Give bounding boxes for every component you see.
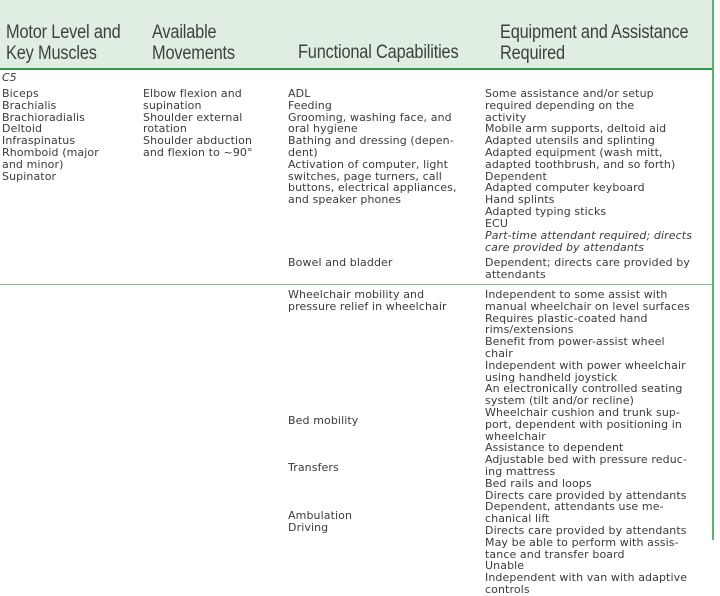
muscle-item: Biceps	[2, 87, 39, 100]
equipment-item: Adapted computer keyboard	[485, 181, 645, 195]
movement-item: Shoulder abduction	[143, 134, 253, 148]
equipment-item: Directs care provided by attendants	[485, 523, 687, 537]
header-functional-capabilities: Functional Capabilities	[298, 42, 459, 63]
key-muscles-list	[2, 88, 99, 182]
equipment-item: Adjustable bed with pressure reduc-	[485, 453, 688, 467]
functional-item: dent)	[288, 145, 318, 159]
equipment-item: Requires plastic-coated hand	[485, 311, 648, 325]
equipment-item: Independent to some assist with	[485, 288, 668, 301]
equipment-item: port, dependent with positioning in	[485, 417, 682, 431]
equipment-item: ECU	[485, 216, 508, 230]
equipment-item: Adapted utensils and splinting	[485, 134, 656, 148]
equipment-bowel-bladder	[485, 257, 690, 281]
equipment-item: Dependent	[485, 169, 547, 183]
equipment-item: An electronically controlled seating	[485, 382, 683, 396]
equipment-item: rims/extensions	[485, 323, 574, 337]
functional-item: Ambulation	[288, 509, 353, 522]
functional-item: Feeding	[288, 98, 332, 112]
row-divider	[0, 284, 712, 285]
muscle-item: Deltoid	[2, 122, 43, 136]
movement-item: rotation	[143, 122, 187, 136]
functional-group	[288, 415, 358, 427]
functional-capabilities-list	[288, 88, 457, 206]
functional-group	[288, 289, 447, 313]
equipment-item: Dependent; directs care provided by	[485, 256, 690, 269]
functional-item: Bowel and bladder	[288, 256, 393, 269]
header-available-movements: Available Movements	[152, 22, 235, 64]
equipment-item: chair	[485, 346, 513, 360]
equipment-item: Part-time attendant required; directs	[485, 229, 693, 242]
equipment-item: Unable	[485, 559, 525, 573]
functional-group	[288, 462, 339, 474]
equipment-item: activity	[485, 110, 527, 124]
equipment-item: attendants	[485, 267, 546, 281]
functional-group	[288, 510, 352, 534]
equipment-item: manual wheelchair on level surfaces	[485, 299, 690, 313]
equipment-item: controls	[485, 582, 530, 596]
equipment-item: Benefit from power-assist wheel	[485, 335, 665, 349]
equipment-item: Wheelchair cushion and trunk sup-	[485, 405, 681, 419]
equipment-list	[485, 88, 675, 230]
movement-item: Shoulder external	[143, 110, 243, 124]
header-motor-level: Motor Level and Key Muscles	[6, 22, 121, 64]
equipment-item: chanical lift	[485, 512, 550, 526]
movement-item: Elbow flexion and	[143, 87, 242, 100]
equipment-item: Hand splints	[485, 193, 555, 207]
movement-item: and flexion to ~90°	[143, 145, 253, 159]
functional-item: pressure relief in wheelchair	[288, 299, 447, 313]
equipment-item: Independent with power wheelchair	[485, 358, 686, 372]
functional-item: buttons, electrical appliances,	[288, 181, 457, 195]
functional-item: Driving	[288, 520, 329, 534]
motor-level-label: C5	[2, 71, 17, 84]
equipment-item: Assistance to dependent	[485, 441, 624, 455]
muscle-item: Supinator	[2, 169, 57, 183]
functional-item: Transfers	[288, 461, 339, 474]
movement-item: supination	[143, 98, 202, 112]
equipment-item: Some assistance and/or setup	[485, 87, 654, 100]
equipment-item: tance and transfer board	[485, 547, 625, 561]
equipment-item: Dependent, attendants use me-	[485, 500, 664, 514]
muscle-item: Infraspinatus	[2, 134, 76, 148]
equipment-item: ing mattress	[485, 464, 556, 478]
equipment-item: Independent with van with adaptive	[485, 571, 688, 585]
available-movements-list	[143, 88, 253, 159]
functional-bowel-bladder	[288, 257, 393, 269]
equipment-item: Adapted typing sticks	[485, 204, 607, 218]
equipment-item: Adapted equipment (wash mitt,	[485, 145, 663, 159]
functional-item: and speaker phones	[288, 193, 402, 207]
header-equipment-assistance: Equipment and Assistance Required	[500, 22, 689, 64]
equipment-item: Mobile arm supports, deltoid aid	[485, 122, 667, 136]
equipment-item: May be able to perform with assis-	[485, 535, 679, 549]
equipment-item: adapted toothbrush, and so forth)	[485, 157, 676, 171]
muscle-item: Rhomboid (major	[2, 145, 99, 159]
equipment-item: system (tilt and/or recline)	[485, 394, 634, 408]
header-divider	[0, 68, 712, 70]
functional-item: Activation of computer, light	[288, 157, 448, 171]
equipment-item: required depending on the	[485, 98, 635, 112]
equipment-attendant-note	[485, 230, 692, 254]
functional-item: ADL	[288, 87, 311, 100]
equipment-item: care provided by attendants	[485, 240, 645, 254]
muscle-item: Brachialis	[2, 98, 57, 112]
equipment-list-lower	[485, 289, 690, 596]
functional-item: Grooming, washing face, and	[288, 110, 452, 124]
muscle-item: Brachioradialis	[2, 110, 86, 124]
right-border	[712, 0, 714, 540]
functional-item: Bed mobility	[288, 414, 359, 427]
functional-item: Wheelchair mobility and	[288, 288, 425, 301]
equipment-item: wheelchair	[485, 429, 546, 443]
functional-item: Bathing and dressing (depen-	[288, 134, 454, 148]
functional-item: oral hygiene	[288, 122, 358, 136]
equipment-item: Bed rails and loops	[485, 476, 592, 490]
functional-item: switches, page turners, call	[288, 169, 442, 183]
muscle-item: and minor)	[2, 157, 64, 171]
equipment-item: Directs care provided by attendants	[485, 488, 687, 502]
equipment-item: using handheld joystick	[485, 370, 618, 384]
